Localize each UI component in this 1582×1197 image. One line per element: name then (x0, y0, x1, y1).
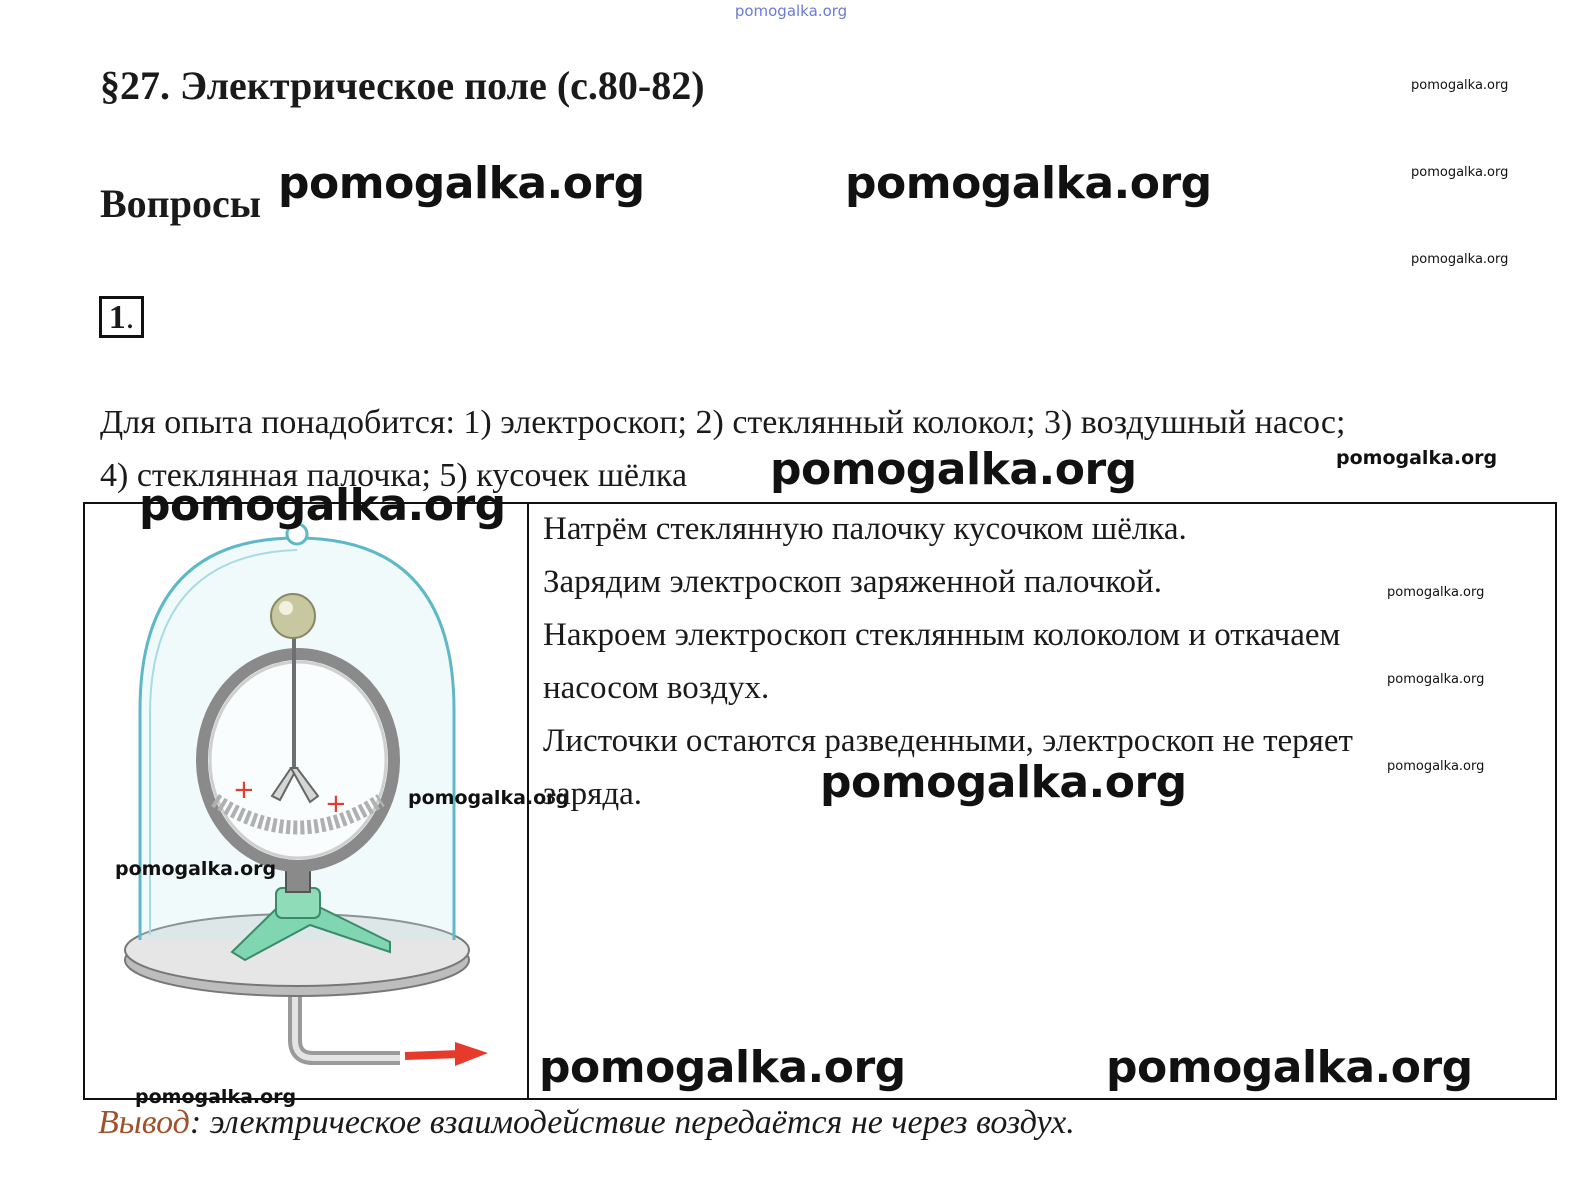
watermark: pomogalka.org (139, 480, 506, 531)
intro-line-1: Для опыта понадобится: 1) электроскоп; 2) стеклянный колокол; 3) воздушный насос; (100, 404, 1346, 441)
watermark: pomogalka.org (845, 158, 1212, 209)
watermark: pomogalka.org (115, 858, 277, 880)
question-number-suffix: . (125, 299, 135, 336)
watermark: pomogalka.org (1387, 672, 1485, 687)
ball-highlight (279, 601, 293, 615)
conclusion-label: Вывод (98, 1104, 190, 1141)
conclusion (98, 1104, 1075, 1142)
watermark: pomogalka.org (1411, 78, 1509, 93)
watermark: pomogalka.org (1411, 252, 1509, 267)
watermark: pomogalka.org (1336, 447, 1498, 469)
watermark: pomogalka.org (770, 444, 1137, 495)
watermark: pomogalka.org (1411, 165, 1509, 180)
plus-sign-left: + (233, 775, 255, 805)
question-number (99, 296, 144, 338)
watermark: pomogalka.org (1106, 1042, 1473, 1093)
air-flow-arrow (405, 1054, 460, 1056)
step-line: Зарядим электроскоп заряженной палочкой. (543, 564, 1162, 600)
watermark: pomogalka.org (1387, 585, 1485, 600)
watermark: pomogalka.org (1387, 759, 1485, 774)
top-watermark[interactable]: pomogalka.org (734, 2, 848, 20)
watermark: pomogalka.org (820, 757, 1187, 808)
watermark: pomogalka.org (135, 1086, 297, 1108)
air-flow-arrowhead (455, 1042, 488, 1066)
electroscope-ball (271, 594, 315, 638)
watermark: pomogalka.org (278, 158, 645, 209)
stand-post (286, 870, 310, 892)
plus-sign-right: + (325, 789, 347, 819)
intro-line-2: 4) стеклянная палочка; 5) кусочек шёлка (100, 457, 688, 494)
step-line: Листочки остаются разведенными, электроскоп не теряет (543, 723, 1353, 759)
question-number-value: 1 (108, 299, 126, 336)
section-heading: Вопросы (100, 181, 261, 226)
page-title: §27. Электрическое поле (с.80-82) (100, 63, 705, 108)
step-line: заряда. (543, 776, 643, 812)
step-line: Накроем электроскоп стеклянным колоколом и откачаем (543, 617, 1341, 653)
step-line: насосом воздух. (543, 670, 770, 706)
electroscope-window (210, 662, 386, 858)
watermark: pomogalka.org (408, 787, 570, 809)
conclusion-text: : электрическое взаимодействие передаётся не через воздух. (189, 1104, 1075, 1141)
watermark: pomogalka.org (539, 1042, 906, 1093)
step-line: Натрём стеклянную палочку кусочком шёлка. (543, 511, 1187, 547)
